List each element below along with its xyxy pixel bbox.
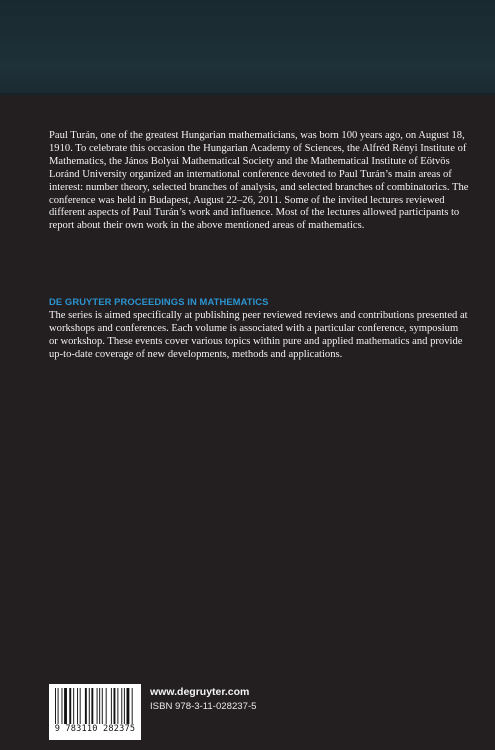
barcode-digits: 9 783110 282375 bbox=[54, 724, 136, 734]
isbn-barcode bbox=[49, 684, 141, 740]
series-title: DE GRUYTER PROCEEDINGS IN MATHEMATICS bbox=[49, 296, 269, 307]
series-description: The series is aimed specifically at publishing peer reviewed reviews and contributions presented at workshops and conferences. Each volume is associated with a particular conference, symposium or workshop. These events cover various topics within pure and applied mathematics and provide up-to-date coverage of new developments, methods and applications. bbox=[49, 310, 468, 360]
isbn-number: ISBN 978-3-11-028237-5 bbox=[150, 701, 257, 712]
publisher-url[interactable]: www.degruyter.com bbox=[150, 686, 250, 698]
barcode-bars-icon bbox=[55, 688, 135, 724]
top-color-band bbox=[0, 0, 495, 95]
book-description: Paul Turán, one of the greatest Hungarian mathematicians, was born 100 years ago, on August 18, 1910. To celebrate this occasion the Hungarian Academy of Sciences, the Alfréd Rényi Institute of Mathematics, the János Bolyai Mathematical Society and the Mathematical Institute of Eötvös Loránd University organized an international conference devoted to Paul Turán’s main areas of interest: number theory, selected branches of analysis, and selected branches of combinatorics. The conference was held in Budapest, August 22–26, 2011. Some of the invited lectures reviewed different aspects of Paul Turán’s work and influence. Most of the lectures allowed participants to report about their own work in the above mentioned areas of mathematics. bbox=[49, 130, 469, 232]
